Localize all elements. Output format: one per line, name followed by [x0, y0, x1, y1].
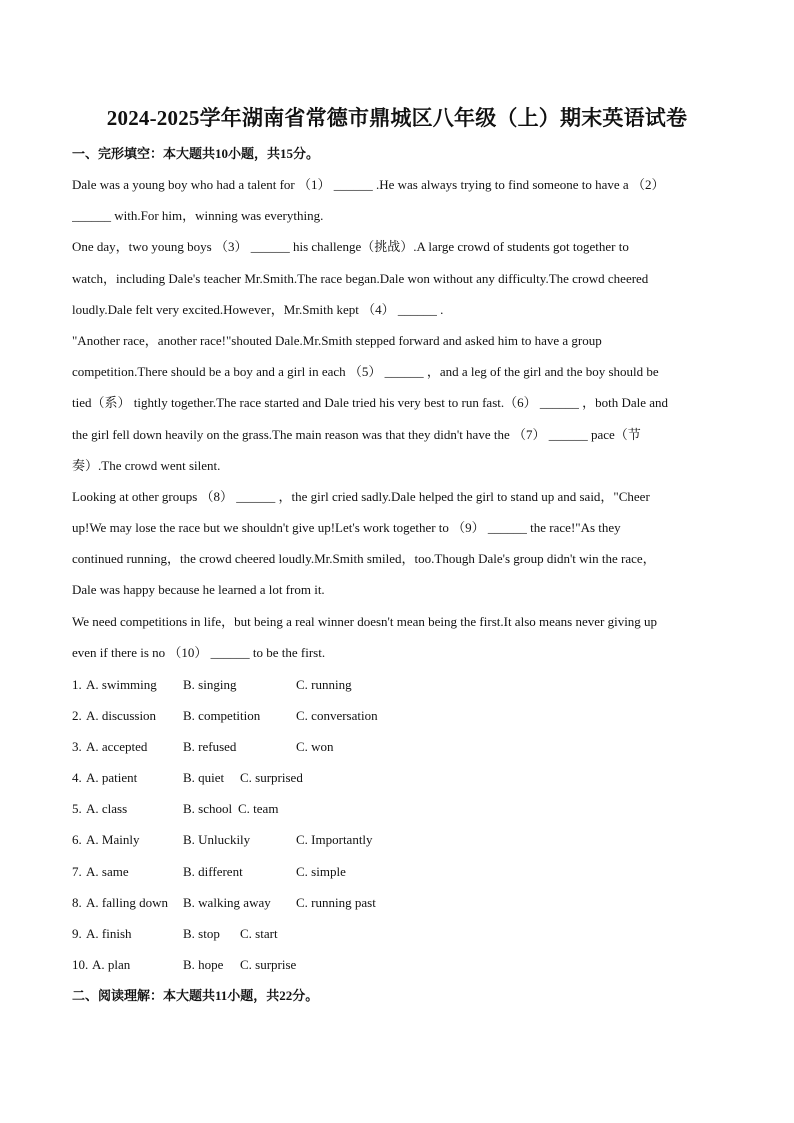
option-c: C. conversation [296, 708, 378, 724]
option-b: B. refused [183, 739, 237, 755]
option-a: A. patient [86, 770, 138, 786]
passage-line: Looking at other groups （8） ______ ，the girl cried sadly.Dale helped the girl to stand up and said，"Cheer [72, 488, 650, 504]
option-a: A. same [86, 863, 129, 879]
option-c: C. simple [296, 863, 346, 879]
question-number: 1. [72, 677, 82, 692]
option-b: B. singing [183, 677, 237, 692]
option-a: A. falling down [86, 894, 168, 910]
option-a: A. finish [86, 925, 132, 941]
passage-line: the girl fell down heavily on the grass.The main reason was that they didn't have the （7） ______ pace（节 [72, 426, 641, 442]
option-b: B. competition [183, 708, 261, 724]
option-b: B. school [183, 801, 233, 817]
option-c: C. start [240, 925, 278, 941]
question-row [72, 892, 722, 923]
question-row [72, 736, 722, 767]
cloze-passage [72, 174, 722, 673]
option-a: A. discussion [86, 708, 157, 724]
passage-line: One day，two young boys （3） ______ his challenge（挑战）.A large crowd of students got together to [72, 239, 629, 255]
section-heading-reading: 二、阅读理解：本大题共11小题，共22分。 [72, 988, 319, 1003]
option-c: C. won [296, 739, 334, 755]
passage-line: even if there is no （10） ______ to be the first. [72, 644, 326, 660]
question-number: 8. [72, 894, 82, 910]
question-row [72, 674, 722, 705]
question-number: 5. [72, 801, 82, 817]
option-a: A. swimming [86, 677, 157, 692]
answer-options [72, 674, 722, 985]
passage-line: 奏）.The crowd went silent. [72, 457, 221, 473]
option-c: C. surprise [240, 956, 297, 972]
passage-line: up!We may lose the race but we shouldn't give up!Let's work together to （9） ______ the race!"As they [72, 520, 621, 536]
option-a: A. class [86, 801, 128, 817]
passage-line: ______ with.For him，winning was everything. [72, 208, 324, 224]
question-row [72, 923, 722, 954]
option-a: A. accepted [86, 739, 148, 755]
passage-line: We need competitions in life，but being a real winner doesn't mean being the first.It also means never giving up [72, 613, 658, 629]
passage-line: "Another race，another race!"shouted Dale.Mr.Smith stepped forward and asked him to have a group [72, 332, 602, 348]
page-title: 2024-2025学年湖南省常德市鼎城区八年级（上）期末英语试卷 [106, 106, 688, 130]
option-b: B. quiet [183, 770, 225, 786]
question-number: 9. [72, 925, 82, 941]
option-a: A. Mainly [86, 832, 140, 848]
option-b: B. Unluckily [183, 832, 251, 848]
question-row [72, 705, 722, 736]
question-row [72, 954, 722, 985]
option-b: B. different [183, 863, 243, 879]
question-number: 4. [72, 770, 82, 786]
question-number: 3. [72, 739, 82, 755]
passage-line: Dale was happy because he learned a lot from it. [72, 582, 325, 598]
question-row [72, 829, 722, 860]
question-number: 7. [72, 863, 82, 879]
question-row [72, 861, 722, 892]
option-a: A. plan [92, 956, 131, 972]
question-row [72, 798, 722, 829]
option-c: C. Importantly [296, 832, 373, 848]
question-number: 10. [72, 956, 89, 972]
passage-line: competition.There should be a boy and a girl in each （5） ______ ，and a leg of the girl and the boy should be [72, 364, 659, 380]
option-c: C. team [238, 801, 279, 817]
passage-line: continued running，the crowd cheered loudly.Mr.Smith smiled，too.Though Dale's group didn't win the race， [72, 551, 656, 567]
question-row [72, 767, 722, 798]
section-heading-cloze: 一、完形填空：本大题共10小题，共15分。 [72, 146, 320, 161]
option-b: B. hope [183, 956, 224, 972]
option-b: B. stop [183, 925, 220, 941]
question-number: 2. [72, 708, 82, 724]
option-b: B. walking away [183, 894, 271, 910]
passage-line: Dale was a young boy who had a talent for （1） ______ .He was always trying to find someone to have a （2） [72, 177, 665, 192]
option-c: C. running past [296, 894, 376, 910]
option-c: C. surprised [240, 770, 303, 786]
option-c: C. running [296, 677, 352, 692]
passage-line: tied（系） tightly together.The race started and Dale tried his very best to run fast.（6） ______ ，both Dale and [72, 395, 669, 411]
question-number: 6. [72, 832, 82, 848]
passage-line: watch，including Dale's teacher Mr.Smith.The race began.Dale won without any difficulty.The crowd cheered [72, 270, 649, 286]
passage-line: loudly.Dale felt very excited.However，Mr.Smith kept （4） ______ . [72, 301, 444, 317]
